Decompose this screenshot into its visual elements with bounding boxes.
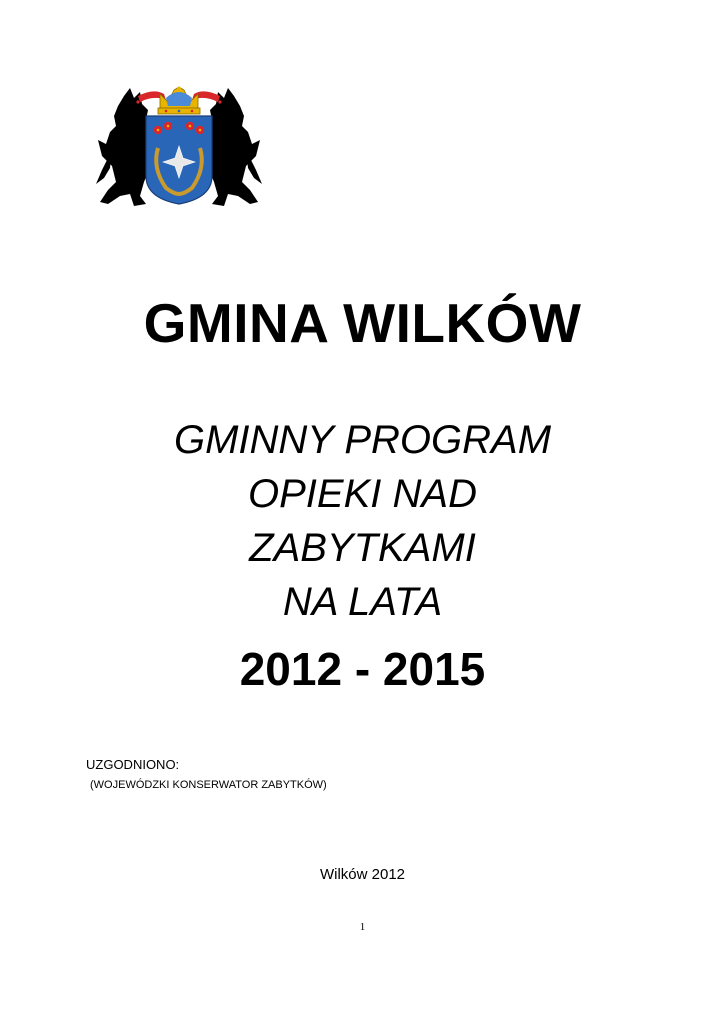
subtitle-line: NA LATA (282, 580, 443, 624)
place-date: Wilków 2012 (319, 866, 406, 883)
page-number: 1 (359, 921, 366, 933)
subtitle-line: GMINNY PROGRAM (173, 418, 552, 462)
program-subtitle (0, 413, 725, 629)
subtitle-line: OPIEKI NAD (248, 472, 477, 516)
coat-of-arms-icon (94, 86, 264, 214)
main-title: GMINA WILKÓW (143, 292, 582, 354)
conservator-label: (WOJEWÓDZKI KONSERWATOR ZABYTKÓW) (90, 779, 327, 791)
program-years: 2012 - 2015 (239, 643, 486, 695)
subtitle-line: ZABYTKAMI (249, 526, 476, 570)
agreed-label: UZGODNIONO: (86, 757, 180, 772)
